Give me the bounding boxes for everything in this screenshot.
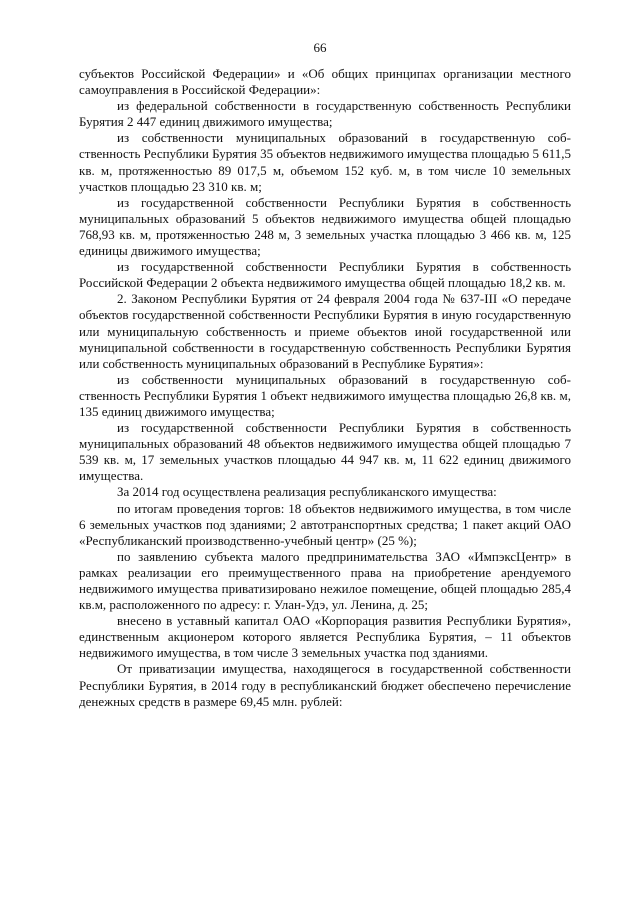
paragraph: из собственности муниципальных образований в государственную собственность Республики Бурятия 35 объектов недвижимого имущества площадью 5 611,5 кв. м, протяженностью 89 017,5 м, объемом 152 куб. м, в том числе 10 земельных участков площадью 23 310 кв. м;: [79, 130, 571, 194]
paragraph: из государственной собственности Республики Бурятия в собственность муниципальных образований 48 объектов недвижимого имущества общей площадью 7 539 кв. м, 17 земельных участков площадью 44 947 кв. м, 11 622 единиц движимого имущества.: [79, 420, 571, 484]
paragraph: 2. Законом Республики Бурятия от 24 февраля 2004 года № 637-III «О передаче объектов государственной собственности Республики Бурятия в иную государственную или муниципальную собственность и приеме объектов иной государственной или муниципальной собственности в государственную собственность Республики Бурятия или собственность муниципальных образований в Республике Бурятия»:: [79, 291, 571, 371]
paragraph: из собственности муниципальных образований в государственную собственность Республики Бурятия 1 объект недвижимого имущества площадью 26,8 кв. м, 135 единиц движимого имущества;: [79, 371, 571, 419]
document-body: [79, 66, 571, 710]
paragraph: субъектов Российской Федерации» и «Об общих принципах организации местного самоуправления в Российской Федерации»:: [79, 66, 571, 98]
paragraph: из федеральной собственности в государственную собственность Республики Бурятия 2 447 единиц движимого имущества;: [79, 98, 571, 130]
paragraph: по заявлению субъекта малого предпринимательства ЗАО «ИмпэксЦентр» в рамках реализации его преимущественного права на приобретение арендуемого недвижимого имущества приватизировано нежилое помещение, общей площадью 285,4 кв.м, расположенного по адресу: г. Улан-Удэ, ул. Ленина, д. 25;: [79, 548, 571, 613]
paragraph: по итогам проведения торгов: 18 объектов недвижимого имущества, в том числе 6 земельных участков под зданиями; 2 автотранспортных средства; 1 пакет акций ОАО «Республиканский производственно-учебный центр» (25 %);: [79, 500, 571, 548]
paragraph: из государственной собственности Республики Бурятия в собственность муниципальных образований 5 объектов недвижимого имущества общей площадью 768,93 кв. м, протяженностью 248 м, 3 земельных участка площадью 3 466 кв. м, 125 единицы движимого имущества;: [79, 194, 571, 259]
paragraph: внесено в уставный капитал ОАО «Корпорация развития Республики Бурятия», единственным акционером которого является Республика Бурятия, – 11 объектов недвижимого имущества, в том числе 3 земельных участка под зданиями.: [79, 613, 571, 661]
paragraph: От приватизации имущества, находящегося в государственной собственности Республики Бурятия, в 2014 году в республиканский бюджет обеспечено перечисление денежных средств в размере 69,45 млн. рублей:: [79, 661, 571, 709]
paragraph: из государственной собственности Республики Бурятия в собственность Российской Федерации 2 объекта недвижимого имущества общей площадью 18,2 кв. м.: [79, 259, 571, 291]
page-number: 66: [313, 40, 327, 55]
paragraph: За 2014 год осуществлена реализация республиканского имущества:: [117, 484, 497, 500]
